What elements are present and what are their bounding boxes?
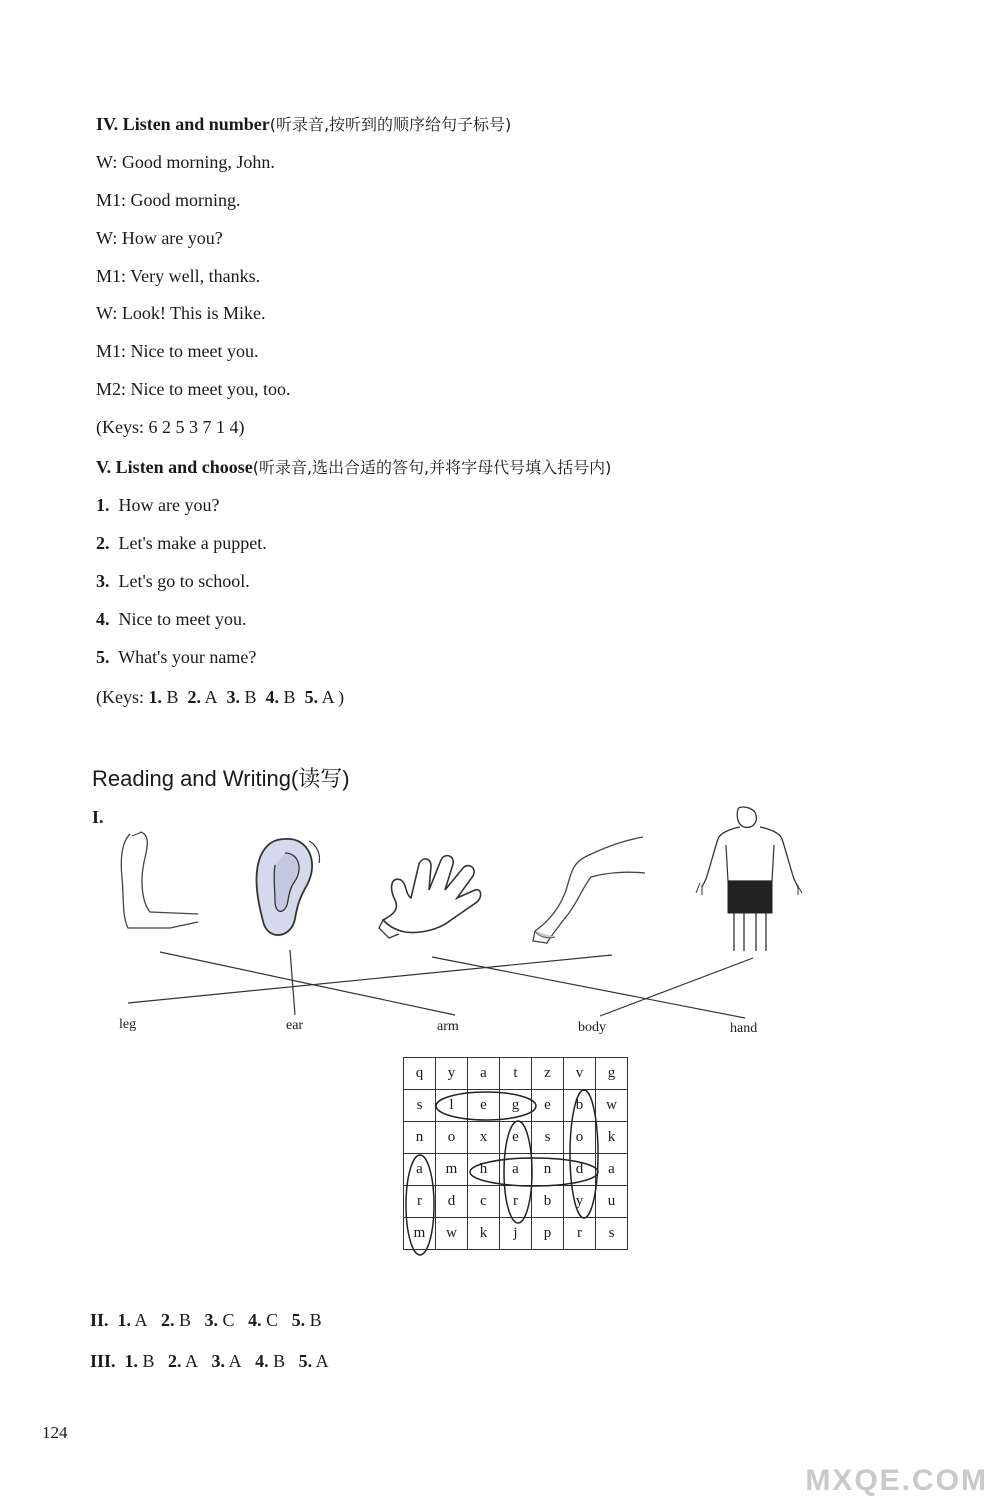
question-text: Let's go to school.: [118, 571, 250, 591]
grid-cell: w: [596, 1090, 628, 1122]
grid-cell: o: [564, 1122, 596, 1154]
dialogue-line: M1: Nice to meet you.: [96, 341, 259, 361]
key-answer: A: [204, 687, 218, 707]
word-search-circles: [403, 1057, 635, 1257]
circle-arm: [406, 1155, 434, 1255]
part-3-label: III.: [90, 1351, 116, 1371]
grid-cell: s: [404, 1090, 436, 1122]
answer-number: 2.: [161, 1310, 175, 1330]
answer-number: 2.: [168, 1351, 182, 1371]
section-5-title-en: V. Listen and choose: [96, 457, 253, 477]
grid-cell: h: [468, 1154, 500, 1186]
key-answer: B: [283, 687, 296, 707]
circle-body: [570, 1090, 598, 1218]
answer-letter: B: [179, 1310, 192, 1330]
grid-cell: y: [564, 1186, 596, 1218]
question-text: How are you?: [118, 495, 220, 515]
question-number: 4.: [96, 609, 110, 629]
grid-cell: a: [468, 1058, 500, 1090]
dialogue-line: M1: Very well, thanks.: [96, 266, 261, 286]
grid-cell: g: [596, 1058, 628, 1090]
answer-number: 3.: [211, 1351, 226, 1371]
grid-cell: a: [500, 1154, 532, 1186]
question-number: 5.: [96, 647, 110, 667]
dialogue-line: W: Good morning, John.: [96, 152, 275, 172]
grid-cell: g: [500, 1090, 532, 1122]
circle-hand: [470, 1158, 598, 1186]
keys-suffix: ): [338, 687, 345, 707]
answer-number: 5.: [291, 1310, 306, 1330]
key-answer: A: [321, 687, 334, 707]
dialogue-line: M2: Nice to meet you, too.: [96, 379, 291, 399]
grid-cell: d: [436, 1186, 468, 1218]
grid-cell: k: [596, 1122, 628, 1154]
grid-cell: b: [564, 1090, 596, 1122]
grid-cell: u: [596, 1186, 628, 1218]
grid-cell: e: [500, 1122, 532, 1154]
answer-number: 1.: [117, 1310, 132, 1330]
part-3-answers: [90, 1350, 329, 1372]
answer-letter: B: [273, 1351, 286, 1371]
grid-cell: r: [500, 1186, 532, 1218]
answer-letter: A: [185, 1351, 199, 1371]
part-2-answers: [90, 1309, 322, 1331]
key-number: 1.: [148, 687, 162, 707]
grid-cell: z: [532, 1058, 564, 1090]
grid-cell: s: [596, 1218, 628, 1250]
section-4-title-cn: (听录音,按听到的顺序给句子标号): [269, 115, 512, 134]
answer-letter: A: [315, 1351, 329, 1371]
grid-cell: p: [532, 1218, 564, 1250]
part-1-label: I.: [92, 807, 104, 827]
watermark-logo: MXQE.COM: [805, 1464, 988, 1497]
grid-cell: m: [436, 1154, 468, 1186]
grid-cell: o: [436, 1122, 468, 1154]
grid-cell: r: [564, 1218, 596, 1250]
dialogue-line: W: Look! This is Mike.: [96, 303, 266, 323]
word-label-hand: hand: [730, 1021, 758, 1036]
word-label-leg: leg: [119, 1017, 137, 1032]
question-number: 3.: [96, 571, 110, 591]
grid-cell: n: [404, 1122, 436, 1154]
answer-letter: A: [228, 1351, 242, 1371]
grid-cell: v: [564, 1058, 596, 1090]
grid-cell: l: [436, 1090, 468, 1122]
question-number: 1.: [96, 495, 110, 515]
answer-number: 3.: [204, 1310, 219, 1330]
answer-letter: A: [134, 1310, 148, 1330]
dialogue-line: M1: Good morning.: [96, 190, 241, 210]
question-number: 2.: [96, 533, 110, 553]
grid-cell: y: [436, 1058, 468, 1090]
grid-cell: e: [468, 1090, 500, 1122]
key-number: 2.: [187, 687, 202, 707]
key-number: 3.: [226, 687, 241, 707]
grid-cell: m: [404, 1218, 436, 1250]
reading-writing-title: Reading and Writing(读写): [92, 766, 350, 791]
grid-cell: d: [564, 1154, 596, 1186]
grid-cell: q: [404, 1058, 436, 1090]
answer-number: 1.: [124, 1351, 139, 1371]
grid-cell: e: [532, 1090, 564, 1122]
key-answer: B: [244, 687, 257, 707]
key-number: 5.: [304, 687, 319, 707]
question-text: Nice to meet you.: [118, 609, 247, 629]
section-4-title-en: IV. Listen and number: [96, 114, 270, 134]
grid-cell: a: [596, 1154, 628, 1186]
circle-ear: [504, 1121, 532, 1223]
grid-cell: x: [468, 1122, 500, 1154]
grid-cell: t: [500, 1058, 532, 1090]
grid-cell: n: [532, 1154, 564, 1186]
grid-cell: w: [436, 1218, 468, 1250]
answer-letter: B: [309, 1310, 322, 1330]
dialogue-line: W: How are you?: [96, 228, 223, 248]
answer-number: 4.: [255, 1351, 269, 1371]
answer-letter: C: [266, 1310, 279, 1330]
grid-cell: k: [468, 1218, 500, 1250]
grid-cell: s: [532, 1122, 564, 1154]
answer-number: 4.: [248, 1310, 262, 1330]
keys-prefix: (Keys:: [96, 687, 144, 707]
question-text: Let's make a puppet.: [118, 533, 267, 553]
page-number: 124: [42, 1423, 68, 1442]
answer-letter: C: [222, 1310, 235, 1330]
word-label-ear: ear: [286, 1018, 304, 1033]
word-label-arm: arm: [437, 1019, 459, 1034]
grid-cell: j: [500, 1218, 532, 1250]
word-label-body: body: [578, 1020, 606, 1035]
answer-letter: B: [142, 1351, 155, 1371]
grid-cell: a: [404, 1154, 436, 1186]
grid-cell: b: [532, 1186, 564, 1218]
circle-leg: [436, 1092, 536, 1120]
part-2-label: II.: [90, 1310, 109, 1330]
answer-number: 5.: [298, 1351, 313, 1371]
section-4-keys: (Keys: 6 2 5 3 7 1 4): [96, 417, 245, 437]
question-text: What's your name?: [118, 647, 257, 667]
key-answer: B: [166, 687, 179, 707]
section-5-title-cn: (听录音,选出合适的答句,并将字母代号填入括号内): [252, 458, 612, 477]
grid-cell: r: [404, 1186, 436, 1218]
key-number: 4.: [265, 687, 280, 707]
grid-cell: c: [468, 1186, 500, 1218]
